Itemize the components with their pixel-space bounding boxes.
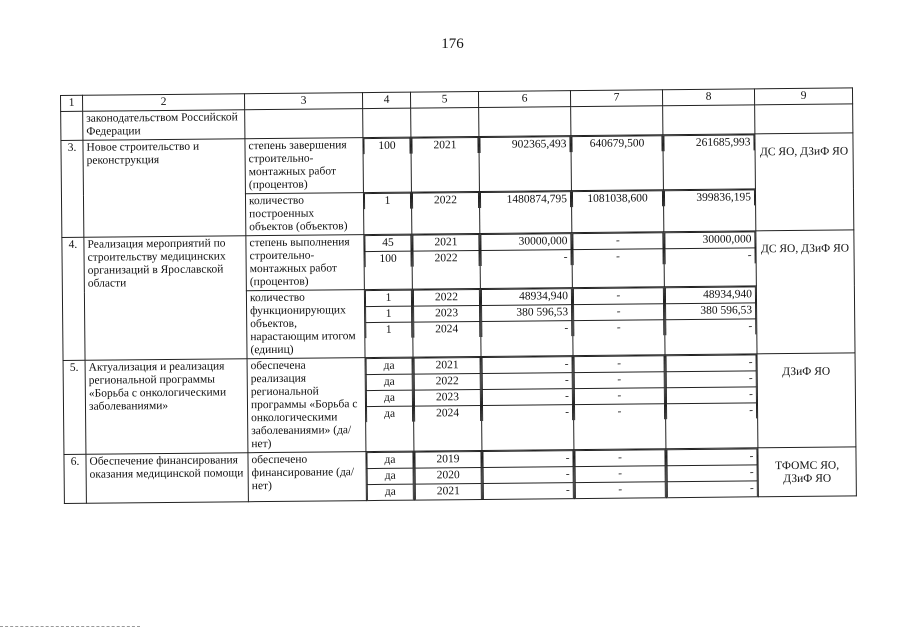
continuation-cell: [755, 104, 853, 134]
indicator-name: обеспечена реализация региональной программы «Борьба с онкологическими заболеваниями» (да/нет): [247, 358, 366, 453]
total-funding-cell: [480, 233, 573, 289]
year-cell: [412, 288, 481, 357]
entry-federal: -: [573, 233, 663, 250]
entry-value: да: [366, 374, 412, 390]
header-cell: 1: [61, 95, 83, 111]
entry-value: 100: [365, 251, 411, 267]
measures-table: [60, 87, 857, 504]
executor-cell: ДС ЯО, ДЗиФ ЯО: [755, 133, 854, 231]
entry-regional: -: [666, 319, 756, 335]
federal-funding-cell: [571, 135, 664, 191]
entry-federal: 1081038,600: [572, 191, 662, 207]
entry-regional: -: [666, 403, 756, 419]
entry-federal: -: [574, 320, 664, 336]
entry-year: 2022: [413, 250, 479, 266]
entry-federal: -: [574, 356, 664, 373]
entry-total: -: [482, 357, 572, 374]
entry-total: -: [482, 389, 572, 406]
entry-regional: -: [665, 248, 755, 264]
entry-year: 2021: [414, 357, 480, 374]
entry-value: да: [367, 452, 413, 468]
entry-year: 2024: [415, 405, 481, 421]
entry-value: 1: [366, 322, 412, 338]
total-funding-cell: [479, 136, 572, 192]
entry-value: да: [366, 358, 412, 374]
entry-total: -: [483, 467, 573, 484]
continuation-cell: [61, 111, 83, 140]
target-value-cell: [363, 137, 412, 192]
target-value-cell: [363, 192, 411, 234]
entry-regional: -: [667, 465, 757, 482]
entry-federal: 640679,500: [572, 136, 662, 152]
header-cell: 5: [410, 91, 478, 108]
regional-funding-cell: [665, 354, 758, 449]
scan-artifact-line: [0, 626, 140, 628]
federal-funding-cell: [571, 190, 663, 233]
executor-cell: ДС ЯО, ДЗиФ ЯО: [756, 230, 855, 354]
indicator-name: степень завершения строительно-монтажных работ (процентов): [245, 138, 364, 194]
row-number: 5.: [63, 360, 86, 454]
total-funding-cell: [479, 191, 571, 234]
table-row: [64, 447, 856, 504]
entry-year: 2019: [415, 451, 481, 468]
entry-value: да: [366, 390, 412, 406]
entry-federal: -: [575, 482, 665, 498]
header-cell: 9: [754, 88, 852, 105]
year-cell: [413, 356, 482, 451]
document-sheet: [60, 87, 857, 504]
year-cell: [411, 191, 479, 234]
entry-total: -: [483, 451, 573, 468]
entry-regional: -: [667, 481, 757, 497]
entry-total: 380 596,53: [482, 305, 572, 322]
entry-regional: -: [666, 355, 756, 372]
year-cell: [411, 136, 480, 192]
table-body: [61, 88, 857, 504]
row-number: 4.: [62, 237, 85, 360]
entry-value: да: [367, 406, 413, 422]
entry-total: 1480874,795: [480, 192, 570, 208]
entry-year: 2024: [414, 321, 480, 337]
header-cell: 6: [478, 91, 570, 108]
year-cell: [414, 450, 482, 500]
entry-federal: -: [573, 249, 663, 265]
measure-name: Новое строительство и реконструкция: [83, 139, 246, 238]
continuation-cell: [363, 108, 411, 137]
continuation-cell: [411, 107, 479, 137]
entry-total: -: [482, 373, 572, 390]
federal-funding-cell: [573, 355, 666, 450]
continuation-cell: [663, 105, 755, 135]
entry-year: 2023: [414, 389, 480, 406]
entry-federal: -: [573, 288, 663, 305]
entry-year: 2020: [415, 467, 481, 484]
total-funding-cell: [480, 288, 573, 357]
measure-name: Обеспечение финансирования оказания медицинской помощи: [86, 453, 248, 504]
federal-funding-cell: [572, 287, 665, 356]
regional-funding-cell: [663, 189, 755, 232]
entry-regional: 30000,000: [665, 232, 755, 249]
header-cell: 2: [83, 94, 245, 112]
header-cell: 3: [244, 93, 362, 110]
entry-year: 2021: [413, 234, 479, 251]
entry-value: 45: [365, 235, 411, 251]
header-cell: 7: [570, 90, 662, 107]
entry-total: -: [481, 250, 571, 266]
entry-federal: -: [574, 304, 664, 321]
regional-funding-cell: [664, 231, 757, 287]
entry-year: 2021: [412, 137, 478, 153]
entry-federal: -: [575, 450, 665, 467]
header-cell: 8: [662, 89, 754, 106]
table-row: [62, 230, 854, 293]
entry-year: 2023: [414, 305, 480, 322]
entry-regional: 48934,940: [665, 287, 755, 304]
year-cell: [412, 233, 481, 289]
total-funding-cell: [482, 450, 574, 500]
table-row: [61, 133, 853, 196]
row-number: 6.: [64, 454, 86, 503]
row-number: 3.: [61, 140, 84, 237]
entry-total: -: [482, 321, 572, 337]
entry-federal: -: [574, 404, 664, 420]
page-number: 176: [441, 36, 464, 52]
continuation-cell: [245, 109, 363, 139]
regional-funding-cell: [663, 134, 756, 190]
continuation-cell: [479, 107, 571, 137]
entry-year: 2022: [414, 373, 480, 390]
entry-federal: -: [575, 466, 665, 483]
entry-regional: 261685,993: [664, 135, 754, 151]
continuation-cell: [571, 106, 663, 136]
indicator-name: количество функционирующих объектов, нарастающим итогом (единиц): [246, 290, 365, 359]
entry-value: 1: [366, 306, 412, 322]
measure-name: Актуализация и реализация региональной программы «Борьба с онкологическими заболеваниями»: [85, 359, 248, 455]
target-value-cell: [365, 357, 414, 451]
regional-funding-cell: [666, 448, 758, 498]
entry-federal: -: [574, 372, 664, 389]
federal-funding-cell: [574, 449, 666, 499]
total-funding-cell: [481, 356, 574, 451]
executor-cell: ДЗиФ ЯО: [757, 353, 856, 448]
entry-total: 48934,940: [481, 289, 571, 306]
entry-value: 1: [364, 193, 410, 209]
indicator-name: обеспечено финансирование (да/нет): [248, 452, 366, 502]
header-cell: 4: [362, 92, 410, 108]
indicator-name: количество построенных объектов (объектов): [245, 193, 363, 236]
entry-regional: -: [667, 449, 757, 466]
entry-federal: -: [574, 388, 664, 405]
entry-year: 2021: [415, 483, 481, 499]
entry-total: 902365,493: [480, 137, 570, 153]
entry-total: 30000,000: [481, 234, 571, 251]
entry-value: 100: [364, 138, 410, 154]
continuation-text: законодательством Российской Федерации: [83, 110, 245, 141]
entry-value: да: [367, 468, 413, 484]
entry-value: 1: [365, 290, 411, 306]
table-row: [63, 353, 856, 455]
federal-funding-cell: [572, 232, 665, 288]
executor-cell: ТФОМС ЯО, ДЗиФ ЯО: [758, 447, 856, 497]
entry-regional: -: [666, 387, 756, 404]
measure-name: Реализация мероприятий по строительству медицинских организаций в Ярославской области: [84, 236, 247, 361]
entry-regional: 380 596,53: [666, 303, 756, 320]
indicator-name: степень выполнения строительно-монтажных работ (процентов): [246, 235, 365, 291]
entry-regional: 399836,195: [664, 190, 754, 206]
target-value-cell: [364, 289, 413, 357]
target-value-cell: [364, 234, 413, 289]
entry-year: 2022: [413, 289, 479, 306]
target-value-cell: [366, 451, 414, 500]
entry-total: -: [483, 483, 573, 499]
entry-regional: -: [666, 371, 756, 388]
entry-year: 2022: [412, 192, 478, 208]
regional-funding-cell: [664, 286, 757, 355]
entry-value: да: [367, 484, 413, 500]
entry-total: -: [482, 405, 572, 421]
